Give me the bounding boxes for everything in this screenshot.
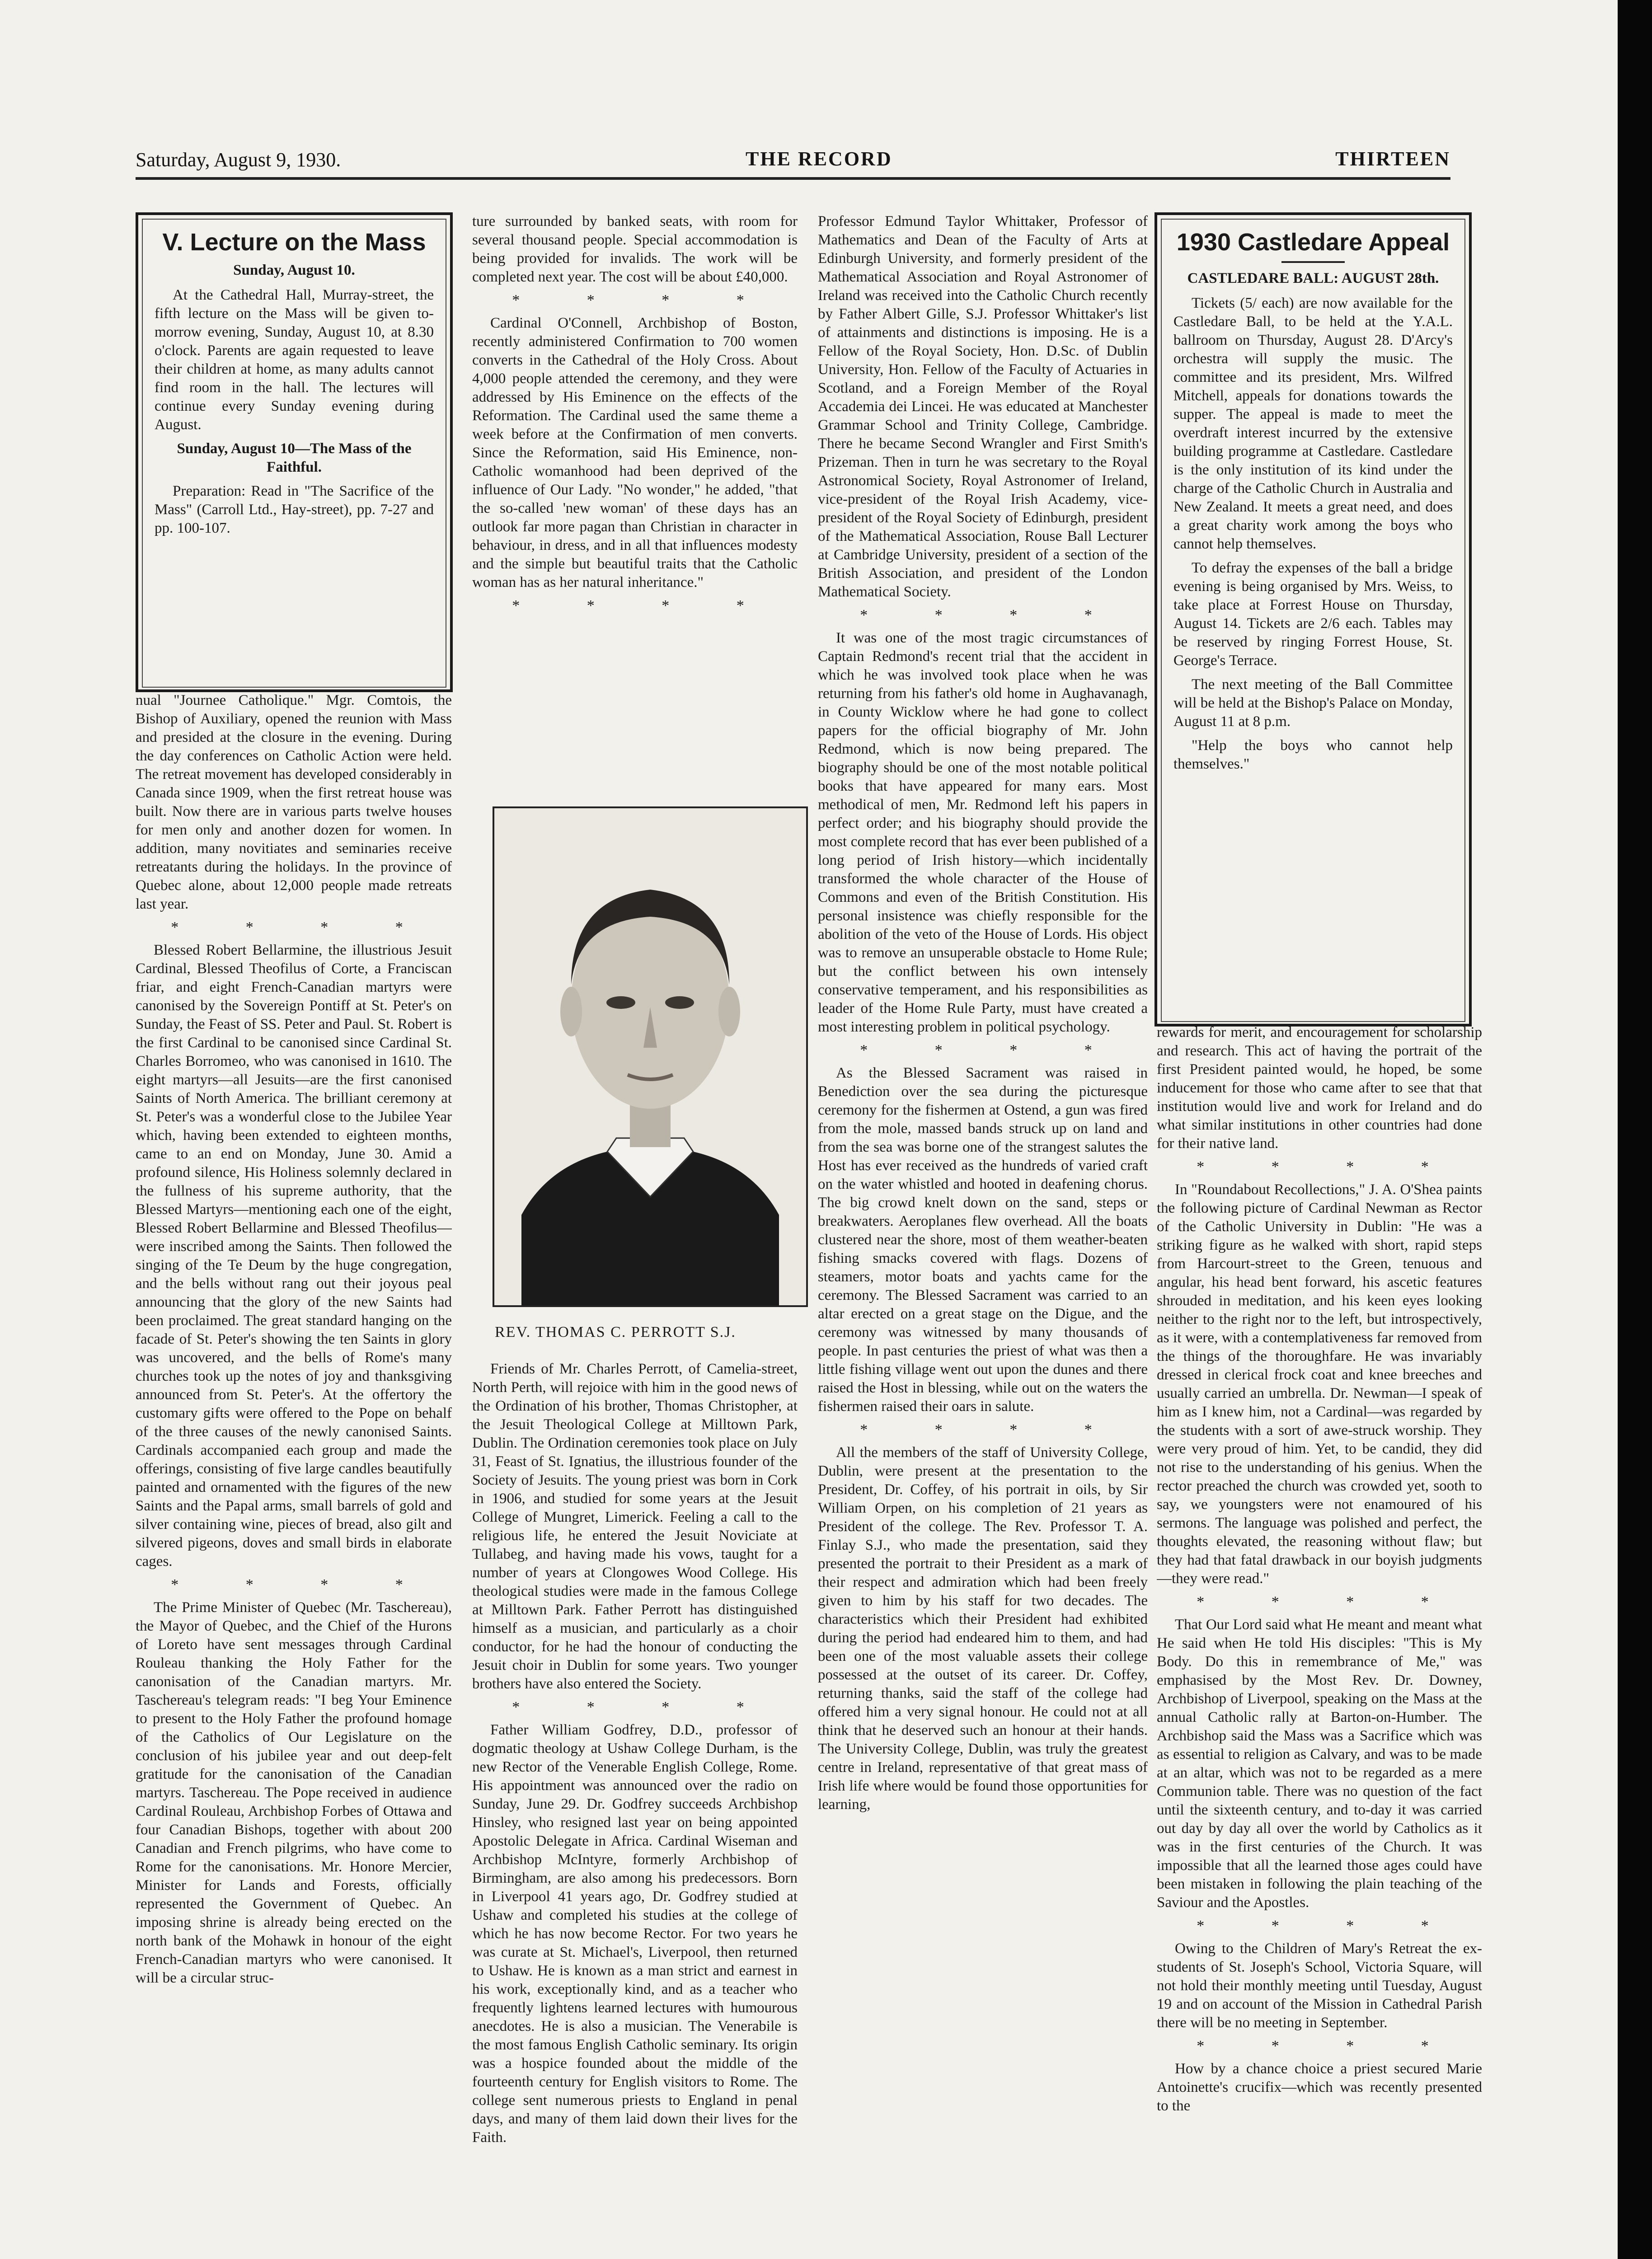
portrait-photo — [493, 806, 808, 1307]
appeal-para-1: Tickets (5/ each) are now available for the Castledare Ball, to be held at the Y.A.L. ballroom on Thursday, August 28. D'Arcy's orchestra will supply the music. The committee and its president, Mrs. Wilfred Mitchell, appeals for donations towards the supper. The appeal is made to meet the overdraft interest incurred by the extensive building programme at Castledare. Castledare is the only institution of its kind under the charge of the Catholic Church in Australia and New Zealand. It meets a great need, and does a great charity work among the boys who cannot help themselves. — [1173, 295, 1453, 552]
lecture-subhead: Sunday, August 10—The Mass of the Faithful. — [177, 441, 412, 475]
section-divider: * * * * — [1197, 1158, 1460, 1175]
col3-para-4: All the members of the staff of University College, Dublin, were present at the presentation to the President, Dr. Coffey, of his portrait in oils, by Sir William Orpen, on his completion of 21 years as President of the college. The Rev. Professor T. A. Finlay S.J., who made the presentation, said they presented the portrait to their President as a mark of their respect and admiration which had been freely given to him by his staff for two decades. The characteristics which their President had exhibited during the period had endeared him to them, and had been one of the most valuable assets their college possessed at the outset of its career. Dr. Coffey, returning thanks, said the staff of the college had offered him a very signal honour. He could not at all think that he deserved such an honour at their hands. The University College, Dublin, was truly the greatest centre in Ireland, representative of that great mass of Irish life where would be found those opportunities for learning, — [818, 1444, 1148, 1813]
appeal-title: 1930 Castledare Appeal — [1176, 229, 1450, 256]
col3-para-3: As the Blessed Sacrament was raised in Benediction over the sea during the picturesque ceremony for the fishermen at Ostend, a gun was fired from the mole, massed bands struck up on land and from the sea was borne one of the strangest salutes the Host has ever received as the hundreds of varied craft on the water whistled and hooted in deafening chorus. The big crowd knelt down on the sand, steps or breakwaters. Aeroplanes flew overhead. All the boats clustered near the shore, most of them weather-beaten fishing smacks covered with flags. Dozens of steamers, motor boats and yachts came for the ceremony. The Blessed Sacrament was carried to an altar erected on a great stage on the Digue, and the ceremony was witnessed by many thousands of people. In past centuries the priest of what was then a little fishing village went out upon the dunes and there raised the Host in blessing, while out on the waters the fishermen raised their oars in salute. — [818, 1065, 1148, 1415]
lecture-date: Sunday, August 10. — [233, 262, 355, 278]
section-divider: * * * * — [512, 1699, 776, 1715]
col1-para-2: Blessed Robert Bellarmine, the illustrious Jesuit Cardinal, Blessed Theofilus of Corte, a Franciscan friar, and eight French-Canadian martyrs were canonised by the Sovereign Pontiff at St. Peter's on Sunday, the Feast of SS. Peter and Paul. St. Robert is the first Cardinal to be canonised since Cardinal St. Charles Borromeo, who was canonised in 1610. The eight martyrs—all Jesuits—are the first canonised Saints of North America. The brilliant ceremony at St. Peter's was a wonderful close to the Jubilee Year which, having been extended to eighteen months, came to an end on Monday, June 30. Amid a profound silence, His Holiness solemnly declared in the fullness of his supreme authority, that the Blessed Martyrs—mentioning each one of the eight, Blessed Robert Bellarmine and Blessed Theofilus—were inscribed among the Saints. Then followed the singing of the Te Deum by the huge congregation, and the bells without rang out their joyous peal announcing that the glory of the new Saints had been proclaimed. The great standard hanging on the facade of St. Peter's showing the ten Saints in glory was uncovered, and the bells of Rome's many churches took up the notes of joy and thanksgiving announced from St. Peter's. At the offertory the customary gifts were offered to the Pope on behalf of the three causes of the newly canonised Saints. Cardinals accompanied each group and made the offerings, consisting of five large candles beautifully painted and ornamented with the figures of the new Saints and the Papal arms, small barrels of gold and silver containing wine, pieces of bread, also gilt and silvered pigeons, doves and small birds in elaborate cages. — [136, 942, 452, 1570]
lecture-body: At the Cathedral Hall, Murray-street, the fifth lecture on the Mass will be given to-morrow evening, Sunday, August 10, at 8.30 o'clock. Parents are again requested to leave their children at home, as many adults cannot find room in the hall. The lectures will continue every Sunday evening during August. — [155, 287, 434, 433]
col2-para-2: Cardinal O'Connell, Archbishop of Boston, recently administered Confirmation to 700 women converts in the Cathedral of the Holy Cross. About 4,000 people attended the ceremony, and they were addressed by His Eminence on the effects of the Reformation. The Cardinal used the same theme a week before at the Confirmation of men converts. Since the Reformation, said His Eminence, non-Catholic womanhood had been deprived of the influence of Our Lady. "No wonder," he added, "that the so-called 'new woman' of these days has an outlook far more pagan than Christian in character in behaviour, in dress, and in all that influences modesty and the simple but beautiful traits that the Catholic woman has as her natural inheritance." — [472, 315, 798, 591]
col2-para-4: Father William Godfrey, D.D., professor of dogmatic theology at Ushaw College Durham, is the new Rector of the Venerable English College, Rome. His appointment was announced over the radio on Sunday, June 29. Dr. Godfrey succeeds Archbishop Hinsley, who resigned last year on being appointed Apostolic Delegate in Africa. Cardinal Wiseman and Archbishop McIntyre, formerly Archbishop of Birmingham, are also among his predecessors. Born in Liverpool 41 years ago, Dr. Godfrey studied at Ushaw and completed his studies at the college of which he has now become Rector. For two years he was curate at St. Michael's, Liverpool, then returned to Ushaw. He is known as a man strict and earnest in his work, exceptionally kind, and as a teacher who frequently lightens learned lectures with humourous anecdotes. He is also a musician. The Venerabile is the most famous English Catholic seminary. Its origin was a hospice founded about the middle of the fourteenth century for English visitors to Rome. The college sent numerous priests to England in penal days, and many of them laid down their lives for the Faith. — [472, 1722, 798, 2146]
section-divider: * * * * — [860, 1042, 1124, 1059]
page-number: THIRTEEN — [1335, 148, 1450, 170]
section-divider: * * * * — [1197, 2038, 1460, 2054]
lecture-title: V. Lecture on the Mass — [162, 229, 426, 256]
column-2 — [472, 212, 798, 791]
col3-para-2: It was one of the most tragic circumstances of Captain Redmond's recent trial that the accident in which he was involved took place when he was returning from his father's old home in Aughavanagh, in County Wicklow where he had gone to collect papers for the official biography of Mr. John Redmond, which is now being prepared. The biography should be one of the most notable political books that have appeared for many ears. Most methodical of men, Mr. Redmond left his papers in perfect order; and his biography should provide the most complete record that has ever been published of a long period of Irish history—which incidentally transformed the whole character of the House of Commons and even of the British Constitution. His personal insistence was chiefly responsible for the abolition of the veto of the House of Lords. His object was to remove an unsuperable obstacle to Home Rule; but the conflict between his own intensely conservative temperament, and his responsibilities as leader of the Home Rule Party, must have created a most interesting problem in political psychology. — [818, 630, 1148, 1035]
portrait-image — [494, 808, 806, 1305]
section-divider: * * * * — [171, 919, 435, 936]
section-divider: * * * * — [171, 1576, 435, 1593]
col4-para-2: In "Roundabout Recollections," J. A. O'Shea paints the following picture of Cardinal Newman as Rector of the Catholic University in Dublin: "He was a striking figure as he walked with short, rapid steps from Harcourt-street to the Green, tenuous and angular, his head bent forward, his ascetic features shrouded in meditation, and his keen eyes looking neither to the right nor to the left, but introspectively, as it were, with a contemplativeness far removed from the things of the thoroughfare. He was invariably dressed in clerical frock coat and knee breeches and usually carried an umbrella. Dr. Newman—I speak of him as I knew him, not a Cardinal—was regarded by the students with a sort of awe-struck worship. They were very proud of him. Yet, to be candid, they did not rise to the understanding of his genius. When the rector preached the church was crowded yet, sooth to say, we youngsters were not enamoured of his sermons. The language was polished and perfect, the thoughts elevated, the reasoning without flaw; but they had that fatal drawback in our boyish judgments—they were read." — [1157, 1181, 1482, 1587]
col2-para-3: Friends of Mr. Charles Perrott, of Camelia-street, North Perth, will rejoice with him in the good news of the Ordination of his brother, Thomas Christopher, at the Jesuit Theological College at Milltown Park, Dublin. The Ordination ceremonies took place on July 31, Feast of St. Ignatius, the illustrious founder of the Society of Jesuits. The young priest was born in Cork in 1906, and studied for some years at the Jesuit College of Mungret, Limerick. Feeling a call to the religious life, he entered the Jesuit Noviciate at Tullabeg, and having made his vows, taught for a number of years at Clongowes Wood College. His theological studies were made in the famous College at Milltown Park. Father Perrott has distinguished himself as a musician, and particularly as a choir conductor, for he had the honour of conducting the Jesuit choir in Dublin for some years. Two younger brothers have also entered the Society. — [472, 1361, 798, 1692]
appeal-box — [1155, 212, 1472, 1026]
col1-para-3: The Prime Minister of Quebec (Mr. Taschereau), the Mayor of Quebec, and the Chief of the Hurons of Loreto have sent messages through Cardinal Rouleau thanking the Holy Father for the canonisation of the Canadian martyrs. Mr. Taschereau's telegram reads: "I beg Your Eminence to present to the Holy Father the profound homage of the Catholics of Our Legislature on the conclusion of his jubilee year and out deep-felt gratitude for the canonisation of the Canadian martyrs. Taschereau. The Pope received in audience Cardinal Rouleau, Archbishop Forbes of Ottawa and four Canadian Bishops, together with about 200 Canadian and French pilgrims, who have come to Rome for the canonisations. Mr. Honore Mercier, Minister for Lands and Forests, officially represented the Government of Quebec. An imposing shrine is already being erected on the north bank of the Mohawk in honour of the eight French-Canadian martyrs who were canonised. It will be a circular struc- — [136, 1599, 452, 1986]
col4-para-1: rewards for merit, and encouragement for scholarship and research. This act of having the portrait of the first President painted would, he hoped, be some inducement for those who came after to see that that institution would live and work for Ireland and do what similar institutions in other countries had done for their native land. — [1157, 1024, 1482, 1152]
lecture-box — [136, 212, 453, 692]
column-2b — [472, 1360, 798, 2259]
col3-para-1: Professor Edmund Taylor Whittaker, Professor of Mathematics and Dean of the Faculty of Arts at Edinburgh University, and formerly president of the Mathematical Association and Royal Astronomer of Ireland was received into the Catholic Church recently by Father Albert Gille, S.J. Professor Whittaker's list of attainments and distinctions is imposing. He is a Fellow of the Royal Society, Hon. D.Sc. of Dublin University, Hon. Fellow of the Faculty of Actuaries in Scotland, and a Foreign Member of the Royal Accademia dei Lincei. He was educated at Manchester Grammar School and Trinity College, Cambridge. There he became Second Wrangler and First Smith's Prizeman. Then in turn he was secretary to the Royal Astronomical Society, Royal Astronomer of Ireland, vice-president of the Royal Irish Academy, vice-president of the Royal Society of Edinburgh, president of the Mathematical Association, Rouse Ball Lecturer at Cambridge University, president of a section of the British Association, and president of the London Mathematical Society. — [818, 213, 1148, 600]
appeal-rule — [1281, 261, 1345, 263]
page-header — [136, 144, 1450, 176]
issue-date: Saturday, August 9, 1930. — [136, 149, 341, 171]
scan-edge — [1618, 0, 1652, 2259]
column-1 — [136, 691, 452, 2259]
section-divider: * * * * — [1197, 1593, 1460, 1610]
newspaper-title: THE RECORD — [746, 148, 892, 170]
col4-para-3: That Our Lord said what He meant and meant what He said when He told His disciples: "This is My Body. Do this in remembrance of Me," was emphasised by the Most Rev. Dr. Downey, Archbishop of Liverpool, speaking on the Mass at the annual Catholic rally at Barton-on-Humber. The Archbishop said the Mass was a Sacrifice which was as essential to religion as Calvary, and was to be made at an altar, which was not to be regarded as a mere Communion table. There was no question of the fact until the sixteenth century, and to-day it was carried out day by day all over the world by Catholics as it was in the first centuries of the Church. It was impossible that all the learned those ages could have been mistaken in following the plain teaching of the Saviour and the Apostles. — [1157, 1617, 1482, 1911]
col1-para-1: nual "Journee Catholique." Mgr. Comtois, the Bishop of Auxiliary, opened the reunion with Mass and presided at the closure in the evening. During the day conferences on Catholic Action were held. The retreat movement has developed considerably in Canada since 1909, when the first retreat house was built. Now there are in various parts twelve houses for men only and another dozen for women. In addition, many novitiates and seminaries receive retreatants during the holidays. In the province of Quebec alone, about 12,000 people made retreats last year. — [136, 692, 452, 912]
section-divider: * * * * — [512, 597, 776, 614]
col4-para-5: How by a chance choice a priest secured Marie Antoinette's crucifix—which was recently presented to the — [1157, 2061, 1482, 2114]
section-divider: * * * * — [512, 292, 776, 309]
appeal-para-4: "Help the boys who cannot help themselves." — [1173, 737, 1453, 772]
section-divider: * * * * — [860, 1421, 1124, 1438]
col4-para-4: Owing to the Children of Mary's Retreat the ex-students of St. Joseph's School, Victoria Square, will not hold their monthly meeting until Tuesday, August 19 and on account of the Mission in Cathedral Parish there will be no meeting in September. — [1157, 1940, 1482, 2031]
header-rule — [136, 177, 1450, 180]
appeal-para-2: To defray the expenses of the ball a bridge evening is being organised by Mrs. Weiss, to take place at Forrest House on Thursday, August 14. Tickets are 2/6 each. Tables may be reserved by ringing Forrest House, St. George's Terrace. — [1173, 560, 1453, 669]
lecture-prep: Preparation: Read in "The Sacrifice of the Mass" (Carroll Ltd., Hay-street), pp. 7-27 and pp. 100-107. — [155, 483, 434, 536]
column-4 — [1157, 1023, 1482, 2259]
photo-caption: REV. THOMAS C. PERROTT S.J. — [495, 1324, 736, 1340]
appeal-para-3: The next meeting of the Ball Committee will be held at the Bishop's Palace on Monday, August 11 at 8 p.m. — [1173, 676, 1453, 730]
col2-para-1: ture surrounded by banked seats, with room for several thousand people. Special accommodation is being provided for invalids. The work will be completed next year. The cost will be about £40,000. — [472, 213, 798, 285]
appeal-subhead: CASTLEDARE BALL: AUGUST 28th. — [1187, 270, 1439, 286]
section-divider: * * * * — [1197, 1917, 1460, 1934]
section-divider: * * * * — [860, 607, 1124, 623]
column-3 — [818, 212, 1148, 2259]
